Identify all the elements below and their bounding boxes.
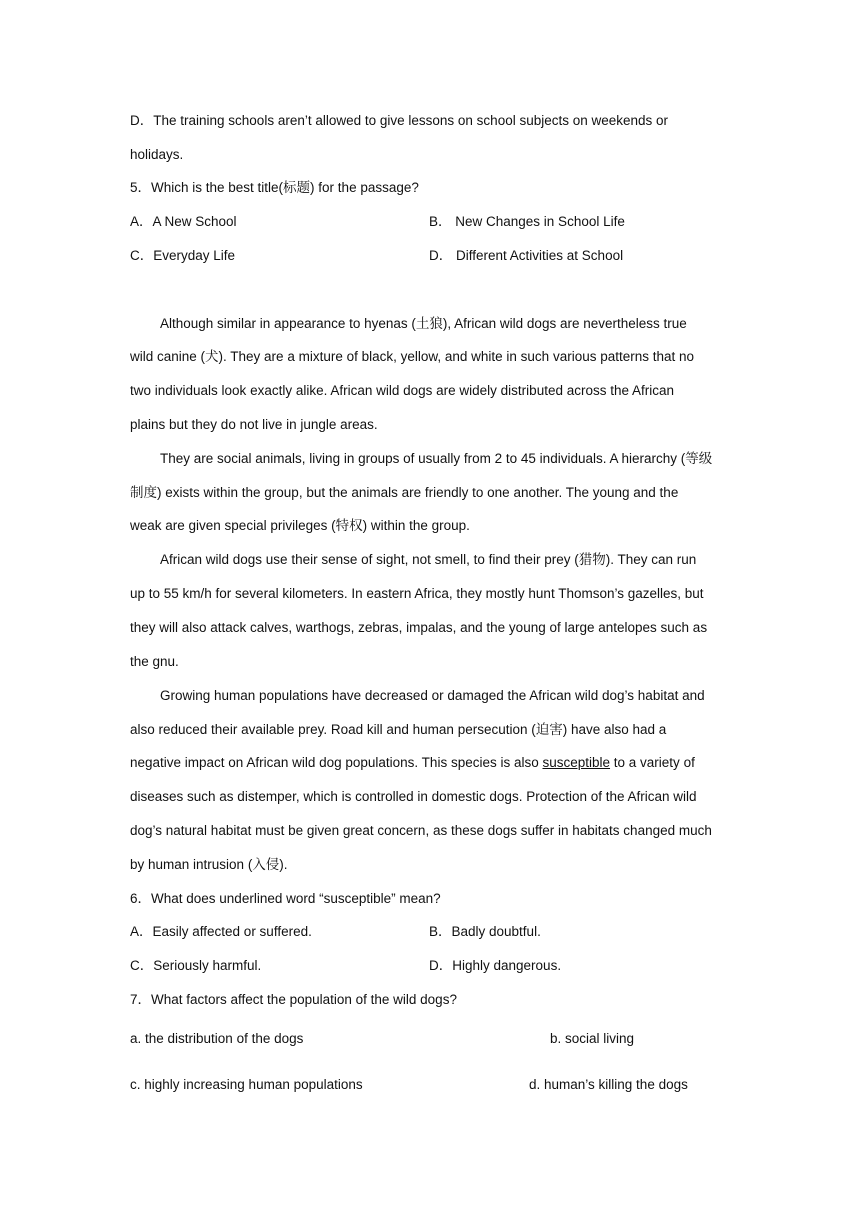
passage-p2-line1: They are social animals, living in groups of usually from 2 to 45 individuals. A hierarchy (等级 bbox=[160, 451, 713, 466]
q7-item-d: d. human’s killing the dogs bbox=[529, 1077, 688, 1092]
passage-p4-line1: Growing human populations have decreased or damaged the African wild dog’s habitat and bbox=[160, 688, 705, 703]
passage-p2-line3: weak are given special privileges (特权) within the group. bbox=[130, 518, 470, 533]
q5-option-c: C．Everyday Life bbox=[130, 248, 236, 263]
passage-p1-line4: plains but they do not live in jungle areas. bbox=[130, 417, 378, 432]
q7-item-b: b. social living bbox=[550, 1031, 635, 1046]
q6-option-a: A．Easily affected or suffered. bbox=[130, 924, 312, 939]
passage-p4-line3-after: to a variety of bbox=[610, 755, 695, 770]
underlined-word: susceptible bbox=[542, 755, 611, 770]
passage-p3-line1: African wild dogs use their sense of sight, not smell, to find their prey (猎物). They can run bbox=[160, 552, 697, 567]
passage-p1-line3: two individuals look exactly alike. African wild dogs are widely distributed across the African bbox=[130, 383, 675, 398]
q6-question: 6．What does underlined word “susceptible” mean? bbox=[130, 891, 441, 906]
passage-p3-line2: up to 55 km/h for several kilometers. In eastern Africa, they mostly hunt Thomson’s gazelles, but bbox=[130, 586, 704, 601]
passage-p4-line3 bbox=[130, 753, 695, 773]
q6-option-b: B．Badly doubtful. bbox=[429, 924, 541, 939]
q5-option-b: B． New Changes in School Life bbox=[429, 214, 625, 229]
passage-p3-line3: they will also attack calves, warthogs, zebras, impalas, and the young of large antelopes such as bbox=[130, 620, 708, 635]
q5-question: 5．Which is the best title(标题) for the passage? bbox=[130, 180, 419, 195]
q6-option-d: D．Highly dangerous. bbox=[429, 958, 562, 973]
q5-option-a: A．A New School bbox=[130, 214, 237, 229]
passage-p4-line2: also reduced their available prey. Road kill and human persecution (迫害) have also had a bbox=[130, 722, 667, 737]
passage-p4-line3-before: negative impact on African wild dog populations. This species is also bbox=[130, 755, 543, 770]
q7-question: 7．What factors affect the population of the wild dogs? bbox=[130, 992, 457, 1007]
q7-item-a: a. the distribution of the dogs bbox=[130, 1031, 304, 1046]
q4-option-d-line1: D．The training schools aren’t allowed to give lessons on school subjects on weekends or bbox=[130, 113, 669, 128]
passage-p3-line4: the gnu. bbox=[130, 654, 179, 669]
q4-option-d-line2: holidays. bbox=[130, 147, 184, 162]
q5-option-d: D． Different Activities at School bbox=[429, 248, 624, 263]
passage-p4-line4: diseases such as distemper, which is controlled in domestic dogs. Protection of the African wild bbox=[130, 789, 697, 804]
passage-p4-line6: by human intrusion (入侵). bbox=[130, 857, 288, 872]
passage-p1-line1: Although similar in appearance to hyenas (土狼), African wild dogs are nevertheless true bbox=[160, 316, 687, 331]
q6-option-c: C．Seriously harmful. bbox=[130, 958, 262, 973]
passage-p1-line2: wild canine (犬). They are a mixture of black, yellow, and white in such various patterns that no bbox=[130, 349, 695, 364]
passage-p2-line2: 制度) exists within the group, but the animals are friendly to one another. The young and the bbox=[130, 485, 679, 500]
passage-p4-line5: dog’s natural habitat must be given great concern, as these dogs suffer in habitats changed much bbox=[130, 823, 712, 838]
q7-item-c: c. highly increasing human populations bbox=[130, 1077, 363, 1092]
